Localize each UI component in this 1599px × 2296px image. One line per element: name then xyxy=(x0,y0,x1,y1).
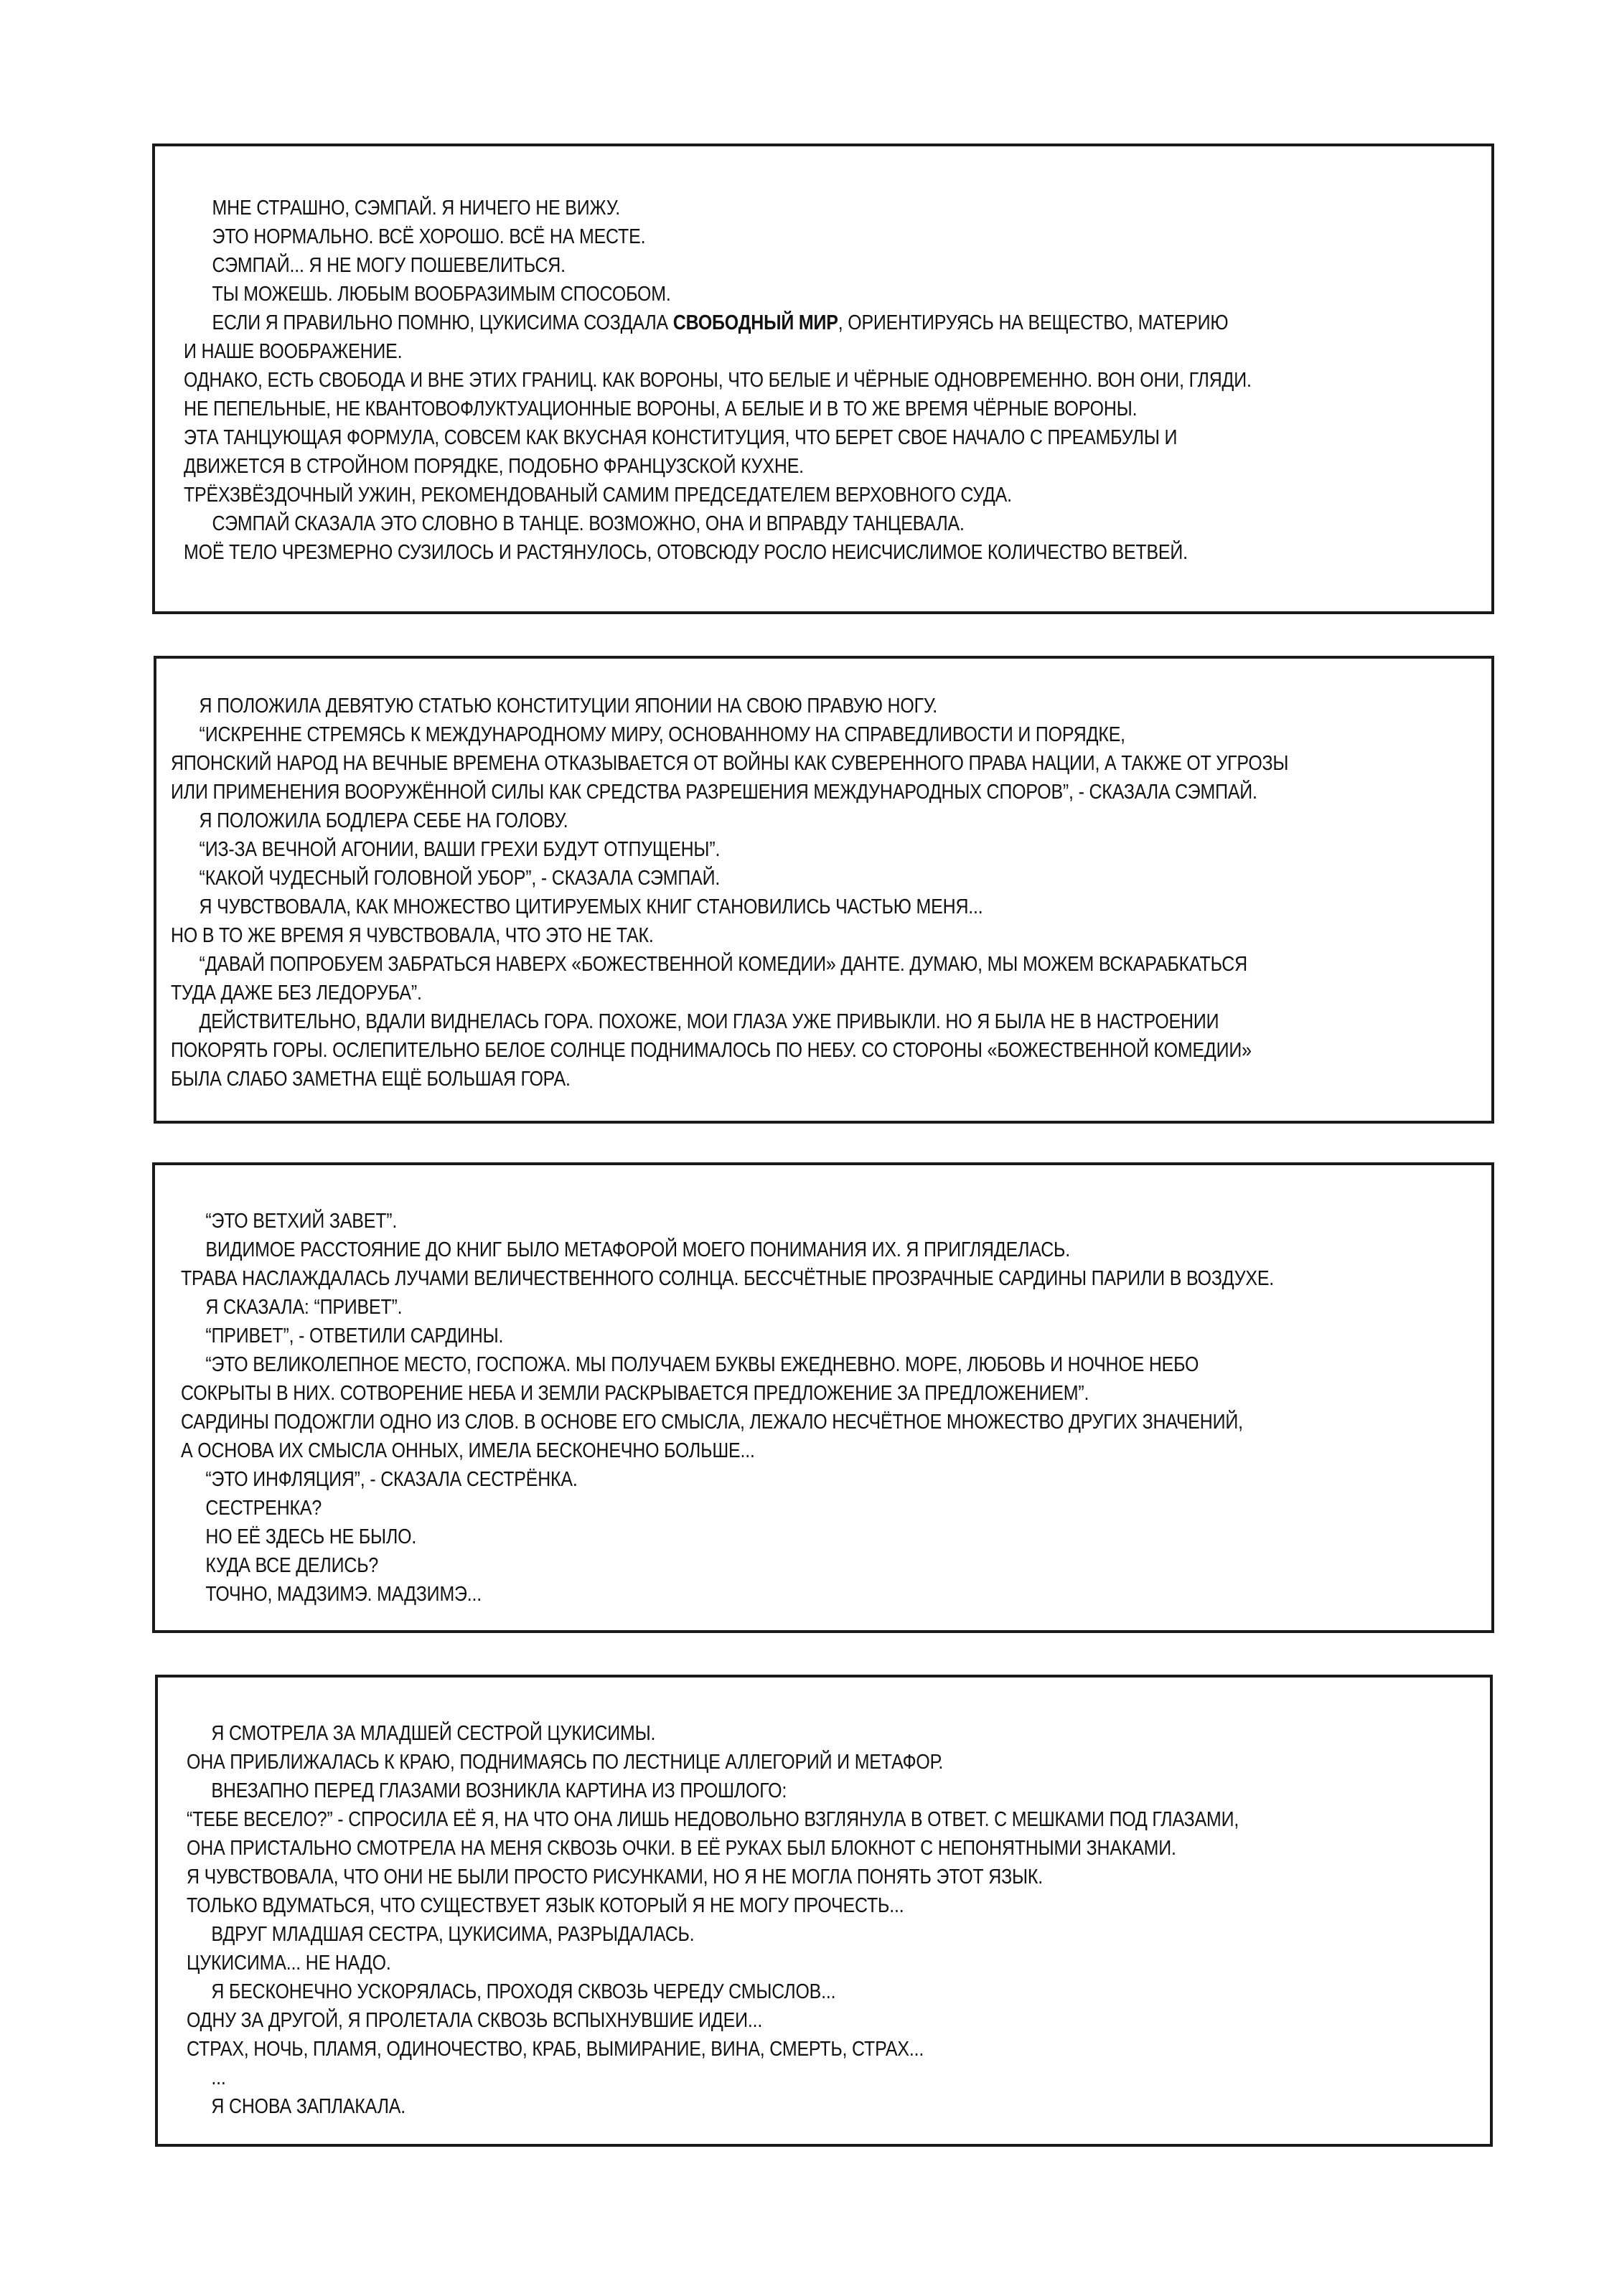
panel-2-line-12: ДЕЙСТВИТЕЛЬНО, ВДАЛИ ВИДНЕЛАСЬ ГОРА. ПОХОЖЕ, МОИ ГЛАЗА УЖЕ ПРИВЫКЛИ. НО Я БЫЛА НЕ В НАСТРОЕНИИ xyxy=(199,1010,1219,1033)
panel-2-line-2: “ИСКРЕННЕ СТРЕМЯСЬ К МЕЖДУНАРОДНОМУ МИРУ, ОСНОВАННОМУ НА СПРАВЕДЛИВОСТИ И ПОРЯДКЕ, xyxy=(199,723,1125,746)
panel-3-line-6: “ЭТО ВЕЛИКОЛЕПНОЕ МЕСТО, ГОСПОЖА. МЫ ПОЛУЧАЕМ БУКВЫ ЕЖЕДНЕВНО. МОРЕ, ЛЮБОВЬ И НОЧНОЕ НЕБО xyxy=(205,1353,1199,1376)
panel-2-line-7: “КАКОЙ ЧУДЕСНЫЙ ГОЛОВНОЙ УБОР”, - СКАЗАЛА СЭМПАЙ. xyxy=(199,867,721,890)
panel-4-line-14: Я СНОВА ЗАПЛАКАЛА. xyxy=(211,2095,406,2118)
panel-3-line-1: “ЭТО ВЕТХИЙ ЗАВЕТ”. xyxy=(205,1210,398,1233)
panel-2-line-4: ИЛИ ПРИМЕНЕНИЯ ВООРУЖЁННОЙ СИЛЫ КАК СРЕДСТВА РАЗРЕШЕНИЯ МЕЖДУНАРОДНЫХ СПОРОВ”, - СКАЗАЛА СЭМПАЙ. xyxy=(171,781,1257,804)
panel-4-line-9: ЦУКИСИМА... НЕ НАДО. xyxy=(187,1952,391,1975)
panel-4-text xyxy=(187,1719,1468,2121)
panel-2-text xyxy=(171,692,1470,1093)
panel-2-line-5: Я ПОЛОЖИЛА БОДЛЕРА СЕБЕ НА ГОЛОВУ. xyxy=(199,809,568,832)
panel-1-line-11: ТРЁХЗВЁЗДОЧНЫЙ УЖИН, РЕКОМЕНДОВАНЫЙ САМИМ ПРЕДСЕДАТЕЛЕМ ВЕРХОВНОГО СУДА. xyxy=(184,484,1012,507)
panel-4-line-13: ... xyxy=(211,2066,226,2089)
panel-1-line-9: ЭТА ТАНЦУЮЩАЯ ФОРМУЛА, СОВСЕМ КАК ВКУСНАЯ КОНСТИТУЦИЯ, ЧТО БЕРЕТ СВОЕ НАЧАЛО С ПРЕАМБУЛЫ И xyxy=(184,426,1178,449)
panel-2-line-13: ПОКОРЯТЬ ГОРЫ. ОСЛЕПИТЕЛЬНО БЕЛОЕ СОЛНЦЕ ПОДНИМАЛОСЬ ПО НЕБУ. СО СТОРОНЫ «БОЖЕСТВЕННОЙ КОМЕДИИ» xyxy=(171,1039,1252,1062)
panel-3-line-4: Я СКАЗАЛА: “ПРИВЕТ”. xyxy=(205,1296,403,1319)
panel-1-line-5-start: ЕСЛИ Я ПРАВИЛЬНО ПОМНЮ, ЦУКИСИМА СОЗДАЛА xyxy=(212,311,673,334)
panel-1-line-5-end: , ОРИЕНТИРУЯСЬ НА ВЕЩЕСТВО, МАТЕРИЮ xyxy=(838,311,1229,334)
panel-2-line-14: БЫЛА СЛАБО ЗАМЕТНА ЕЩЁ БОЛЬШАЯ ГОРА. xyxy=(171,1068,571,1091)
text-panel-1 xyxy=(152,144,1494,614)
panel-1-line-2: ЭТО НОРМАЛЬНО. ВСЁ ХОРОШО. ВСЁ НА МЕСТЕ. xyxy=(212,225,646,248)
panel-2-line-1: Я ПОЛОЖИЛА ДЕВЯТУЮ СТАТЬЮ КОНСТИТУЦИИ ЯПОНИИ НА СВОЮ ПРАВУЮ НОГУ. xyxy=(199,695,938,718)
panel-2-line-3: ЯПОНСКИЙ НАРОД НА ВЕЧНЫЕ ВРЕМЕНА ОТКАЗЫВАЕТСЯ ОТ ВОЙНЫ КАК СУВЕРЕННОГО ПРАВА НАЦИИ, А ТАКЖЕ ОТ УГРОЗЫ xyxy=(171,752,1289,775)
panel-2-line-11: ТУДА ДАЖЕ БЕЗ ЛЕДОРУБА”. xyxy=(171,982,422,1004)
text-panel-2 xyxy=(154,656,1494,1124)
panel-3-line-7: СОКРЫТЫ В НИХ. СОТВОРЕНИЕ НЕБА И ЗЕМЛИ РАСКРЫВАЕТСЯ ПРЕДЛОЖЕНИЕ ЗА ПРЕДЛОЖЕНИЕМ”. xyxy=(181,1382,1089,1405)
panel-3-line-5: “ПРИВЕТ”, - ОТВЕТИЛИ САРДИНЫ. xyxy=(205,1325,504,1347)
panel-4-line-2: ОНА ПРИБЛИЖАЛАСЬ К КРАЮ, ПОДНИМАЯСЬ ПО ЛЕСТНИЦЕ АЛЛЕГОРИЙ И МЕТАФОР. xyxy=(187,1751,944,1774)
panel-1-line-6: И НАШЕ ВООБРАЖЕНИЕ. xyxy=(184,340,403,363)
panel-3-line-14: ТОЧНО, МАДЗИМЭ. МАДЗИМЭ... xyxy=(205,1583,482,1606)
panel-4-line-10: Я БЕСКОНЕЧНО УСКОРЯЛАСЬ, ПРОХОДЯ СКВОЗЬ ЧЕРЕДУ СМЫСЛОВ... xyxy=(211,1980,836,2003)
panel-3-line-9: А ОСНОВА ИХ СМЫСЛА ОННЫХ, ИМЕЛА БЕСКОНЕЧНО БОЛЬШЕ... xyxy=(181,1439,755,1462)
panel-4-line-6: Я ЧУВСТВОВАЛА, ЧТО ОНИ НЕ БЫЛИ ПРОСТО РИСУНКАМИ, НО Я НЕ МОГЛА ПОНЯТЬ ЭТОТ ЯЗЫК. xyxy=(187,1866,1044,1888)
panel-3-line-3: ТРАВА НАСЛАЖДАЛАСЬ ЛУЧАМИ ВЕЛИЧЕСТВЕННОГО СОЛНЦА. БЕССЧЁТНЫЕ ПРОЗРАЧНЫЕ САРДИНЫ ПАРИЛИ В ВОЗДУХЕ. xyxy=(181,1267,1275,1290)
panel-2-line-9: НО В ТО ЖЕ ВРЕМЯ Я ЧУВСТВОВАЛА, ЧТО ЭТО НЕ ТАК. xyxy=(171,924,654,947)
panel-1-line-7: ОДНАКО, ЕСТЬ СВОБОДА И ВНЕ ЭТИХ ГРАНИЦ. КАК ВОРОНЫ, ЧТО БЕЛЫЕ И ЧЁРНЫЕ ОДНОВРЕМЕННО. ВОН ОНИ, ГЛЯДИ. xyxy=(184,369,1252,392)
panel-1-line-3: СЭМПАЙ... Я НЕ МОГУ ПОШЕВЕЛИТЬСЯ. xyxy=(212,254,566,277)
panel-2-line-6: “ИЗ-ЗА ВЕЧНОЙ АГОНИИ, ВАШИ ГРЕХИ БУДУТ ОТПУЩЕНЫ”. xyxy=(199,838,721,861)
panel-2-line-8: Я ЧУВСТВОВАЛА, КАК МНОЖЕСТВО ЦИТИРУЕМЫХ КНИГ СТАНОВИЛИСЬ ЧАСТЬЮ МЕНЯ... xyxy=(199,895,983,918)
panel-3-line-12: НО ЕЁ ЗДЕСЬ НЕ БЫЛО. xyxy=(205,1525,417,1548)
panel-1-text xyxy=(184,194,1470,567)
panel-4-line-12: СТРАХ, НОЧЬ, ПЛАМЯ, ОДИНОЧЕСТВО, КРАБ, ВЫМИРАНИЕ, ВИНА, СМЕРТЬ, СТРАХ... xyxy=(187,2038,924,2061)
text-panel-4 xyxy=(155,1675,1493,2147)
free-world-term: СВОБОДНЫЙ МИР xyxy=(672,311,838,334)
panel-1-line-1: МНЕ СТРАШНО, СЭМПАЙ. Я НИЧЕГО НЕ ВИЖУ. xyxy=(212,197,621,220)
panel-4-line-1: Я СМОТРЕЛА ЗА МЛАДШЕЙ СЕСТРОЙ ЦУКИСИМЫ. xyxy=(211,1722,656,1745)
panel-4-line-4: “ТЕБЕ ВЕСЕЛО?” - СПРОСИЛА ЕЁ Я, НА ЧТО ОНА ЛИШЬ НЕДОВОЛЬНО ВЗГЛЯНУЛА В ОТВЕТ. С МЕШКАМИ ПОД ГЛАЗАМИ, xyxy=(187,1808,1239,1831)
text-panel-3 xyxy=(152,1162,1494,1633)
panel-4-line-5: ОНА ПРИСТАЛЬНО СМОТРЕЛА НА МЕНЯ СКВОЗЬ ОЧКИ. В ЕЁ РУКАХ БЫЛ БЛОКНОТ С НЕПОНЯТНЫМИ ЗНАКАМИ. xyxy=(187,1837,1176,1860)
panel-1-line-10: ДВИЖЕТСЯ В СТРОЙНОМ ПОРЯДКЕ, ПОДОБНО ФРАНЦУЗСКОЙ КУХНЕ. xyxy=(184,455,804,478)
panel-4-line-3: ВНЕЗАПНО ПЕРЕД ГЛАЗАМИ ВОЗНИКЛА КАРТИНА ИЗ ПРОШЛОГО: xyxy=(211,1779,787,1802)
panel-3-line-2: ВИДИМОЕ РАССТОЯНИЕ ДО КНИГ БЫЛО МЕТАФОРОЙ МОЕГО ПОНИМАНИЯ ИХ. Я ПРИГЛЯДЕЛАСЬ. xyxy=(205,1238,1070,1261)
panel-3-text xyxy=(181,1207,1470,1609)
panel-1-line-5 xyxy=(184,309,1290,337)
panel-3-line-10: “ЭТО ИНФЛЯЦИЯ”, - СКАЗАЛА СЕСТРЁНКА. xyxy=(205,1468,578,1491)
panel-3-line-11: СЕСТРЕНКА? xyxy=(205,1497,322,1520)
panel-4-line-8: ВДРУГ МЛАДШАЯ СЕСТРА, ЦУКИСИМА, РАЗРЫДАЛАСЬ. xyxy=(211,1923,695,1946)
panel-3-line-13: КУДА ВСЕ ДЕЛИСЬ? xyxy=(205,1554,379,1577)
panel-4-line-7: ТОЛЬКО ВДУМАТЬСЯ, ЧТО СУЩЕСТВУЕТ ЯЗЫК КОТОРЫЙ Я НЕ МОГУ ПРОЧЕСТЬ... xyxy=(187,1894,904,1917)
panel-1-line-13: МОЁ ТЕЛО ЧРЕЗМЕРНО СУЗИЛОСЬ И РАСТЯНУЛОСЬ, ОТОВСЮДУ РОСЛО НЕИСЧИСЛИМОЕ КОЛИЧЕСТВО ВЕТВЕЙ. xyxy=(184,541,1188,564)
panel-1-line-12: СЭМПАЙ СКАЗАЛА ЭТО СЛОВНО В ТАНЦЕ. ВОЗМОЖНО, ОНА И ВПРАВДУ ТАНЦЕВАЛА. xyxy=(212,512,965,535)
panel-2-line-10: “ДАВАЙ ПОПРОБУЕМ ЗАБРАТЬСЯ НАВЕРХ «БОЖЕСТВЕННОЙ КОМЕДИИ» ДАНТЕ. ДУМАЮ, МЫ МОЖЕМ ВСКАРАБКАТЬСЯ xyxy=(199,953,1247,976)
panel-1-line-4: ТЫ МОЖЕШЬ. ЛЮБЫМ ВООБРАЗИМЫМ СПОСОБОМ. xyxy=(212,283,671,306)
panel-4-line-11: ОДНУ ЗА ДРУГОЙ, Я ПРОЛЕТАЛА СКВОЗЬ ВСПЫХНУВШИЕ ИДЕИ... xyxy=(187,2009,763,2032)
panel-3-line-8: САРДИНЫ ПОДОЖГЛИ ОДНО ИЗ СЛОВ. В ОСНОВЕ ЕГО СМЫСЛА, ЛЕЖАЛО НЕСЧЁТНОЕ МНОЖЕСТВО ДРУГИХ ЗНАЧЕНИЙ, xyxy=(181,1411,1243,1434)
panel-1-line-8: НЕ ПЕПЕЛЬНЫЕ, НЕ КВАНТОВОФЛУКТУАЦИОННЫЕ ВОРОНЫ, А БЕЛЫЕ И В ТО ЖЕ ВРЕМЯ ЧЁРНЫЕ ВОРОНЫ. xyxy=(184,397,1138,420)
